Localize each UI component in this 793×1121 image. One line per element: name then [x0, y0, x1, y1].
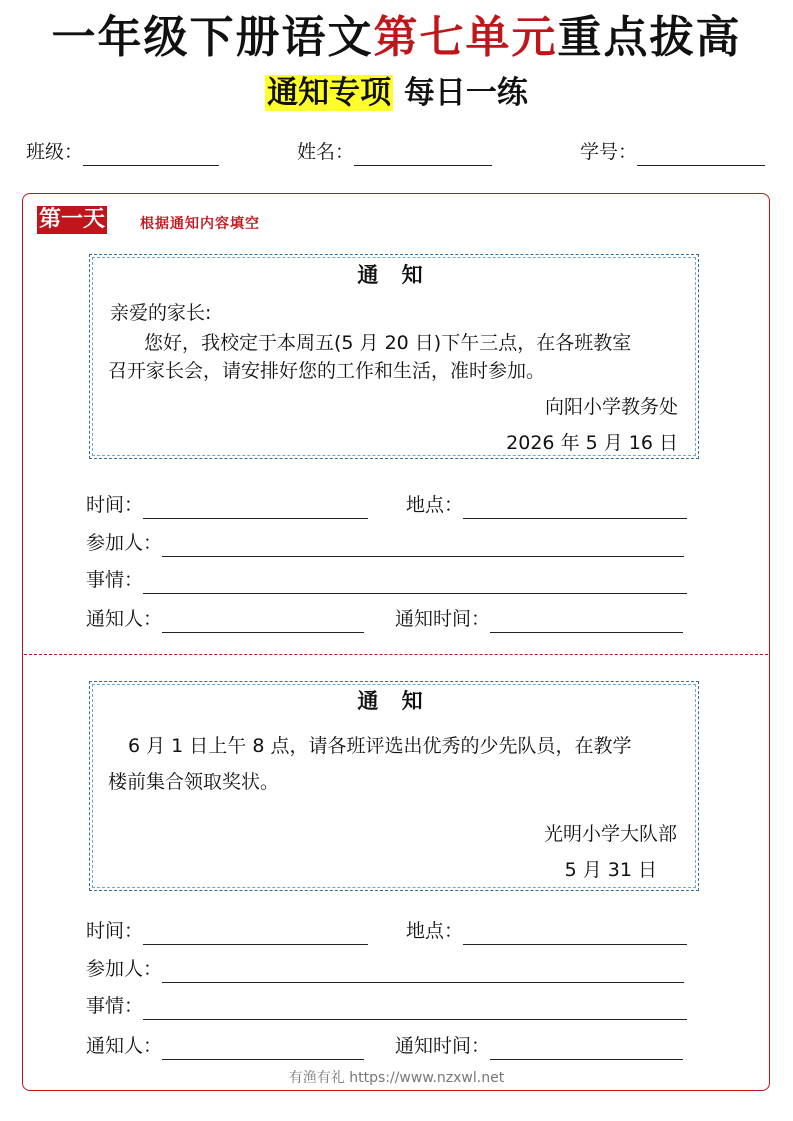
footer-watermark: 有渔有礼 https://www.nzxwl.net — [288, 1070, 505, 1086]
q1-place-blank[interactable] — [463, 498, 687, 519]
q2-matter-label: 事情： — [86, 995, 144, 1017]
class-blank[interactable] — [83, 145, 219, 166]
notice-1-title: 通 知 — [357, 263, 431, 287]
instruction-text: 根据通知内容填空 — [140, 216, 260, 232]
q1-place-label: 地点： — [406, 494, 464, 516]
name-label: 姓名： — [297, 141, 355, 163]
q2-notify-time-blank[interactable] — [490, 1039, 683, 1060]
q2-time-field[interactable] — [86, 917, 368, 945]
q2-place-blank[interactable] — [463, 924, 687, 945]
q1-place-field[interactable] — [406, 491, 687, 519]
student-id-field[interactable] — [580, 138, 765, 166]
page-title — [0, 10, 793, 66]
notice-1-body-line-2: 召开家长会，请安排好您的工作和生活，准时参加。 — [108, 360, 546, 382]
notice-2-signer: 光明小学大队部 — [543, 823, 677, 845]
notice-2-body-line-2: 楼前集合领取奖状。 — [108, 771, 280, 793]
q2-place-field[interactable] — [406, 917, 687, 945]
student-id-blank[interactable] — [637, 145, 765, 166]
q1-matter-field[interactable] — [86, 566, 687, 594]
notice-1-greeting: 亲爱的家长: — [110, 302, 212, 324]
q2-notifier-field[interactable] — [86, 1032, 364, 1060]
q1-participants-field[interactable] — [86, 529, 684, 557]
title-highlight: 第七单元 — [373, 12, 558, 63]
q1-participants-blank[interactable] — [162, 536, 684, 557]
q2-time-label: 时间： — [86, 920, 144, 942]
name-field[interactable] — [297, 138, 492, 166]
q1-time-field[interactable] — [86, 491, 368, 519]
notice-1-date: 2026 年 5 月 16 日 — [506, 432, 678, 454]
q2-participants-blank[interactable] — [162, 962, 684, 983]
q2-notifier-label: 通知人： — [86, 1035, 163, 1057]
q2-notifier-blank[interactable] — [162, 1039, 364, 1060]
notice-2-date: 5 月 31 日 — [564, 859, 657, 881]
notice-1-body-line-1: 您好，我校定于本周五(5 月 20 日)下午三点，在各班教室 — [144, 332, 632, 354]
q1-participants-label: 参加人： — [86, 532, 163, 554]
q1-notify-time-field[interactable] — [395, 605, 683, 633]
notice-2-title: 通 知 — [357, 689, 431, 713]
q2-place-label: 地点： — [406, 920, 464, 942]
q2-participants-field[interactable] — [86, 955, 684, 983]
q1-notifier-label: 通知人： — [86, 608, 163, 630]
q1-notify-time-label: 通知时间： — [395, 608, 491, 630]
q1-notifier-blank[interactable] — [162, 612, 364, 633]
q1-notify-time-blank[interactable] — [490, 612, 683, 633]
subtitle-highlight: 通知专项 — [267, 75, 392, 111]
q1-time-label: 时间： — [86, 494, 144, 516]
notice-1-signer: 向阳小学教务处 — [544, 396, 678, 418]
q2-notify-time-field[interactable] — [395, 1032, 683, 1060]
day-badge: 第一天 — [39, 207, 106, 232]
q1-notifier-field[interactable] — [86, 605, 364, 633]
q1-matter-blank[interactable] — [143, 573, 687, 594]
class-field[interactable] — [26, 138, 219, 166]
q2-participants-label: 参加人： — [86, 958, 163, 980]
page-subtitle — [0, 72, 793, 114]
q2-matter-field[interactable] — [86, 992, 687, 1020]
q1-matter-label: 事情： — [86, 569, 144, 591]
section-divider — [24, 654, 768, 655]
title-prefix: 一年级下册语文 — [51, 12, 374, 63]
q2-time-blank[interactable] — [143, 924, 368, 945]
subtitle-rest: 每日一练 — [403, 75, 528, 111]
q1-time-blank[interactable] — [143, 498, 368, 519]
student-id-label: 学号： — [580, 141, 638, 163]
name-blank[interactable] — [354, 145, 492, 166]
q2-matter-blank[interactable] — [143, 999, 687, 1020]
class-label: 班级： — [26, 141, 84, 163]
q2-notify-time-label: 通知时间： — [395, 1035, 491, 1057]
notice-2-body-line-1: 6 月 1 日上午 8 点，请各班评选出优秀的少先队员，在教学 — [128, 735, 632, 757]
title-suffix: 重点拔高 — [557, 12, 742, 63]
